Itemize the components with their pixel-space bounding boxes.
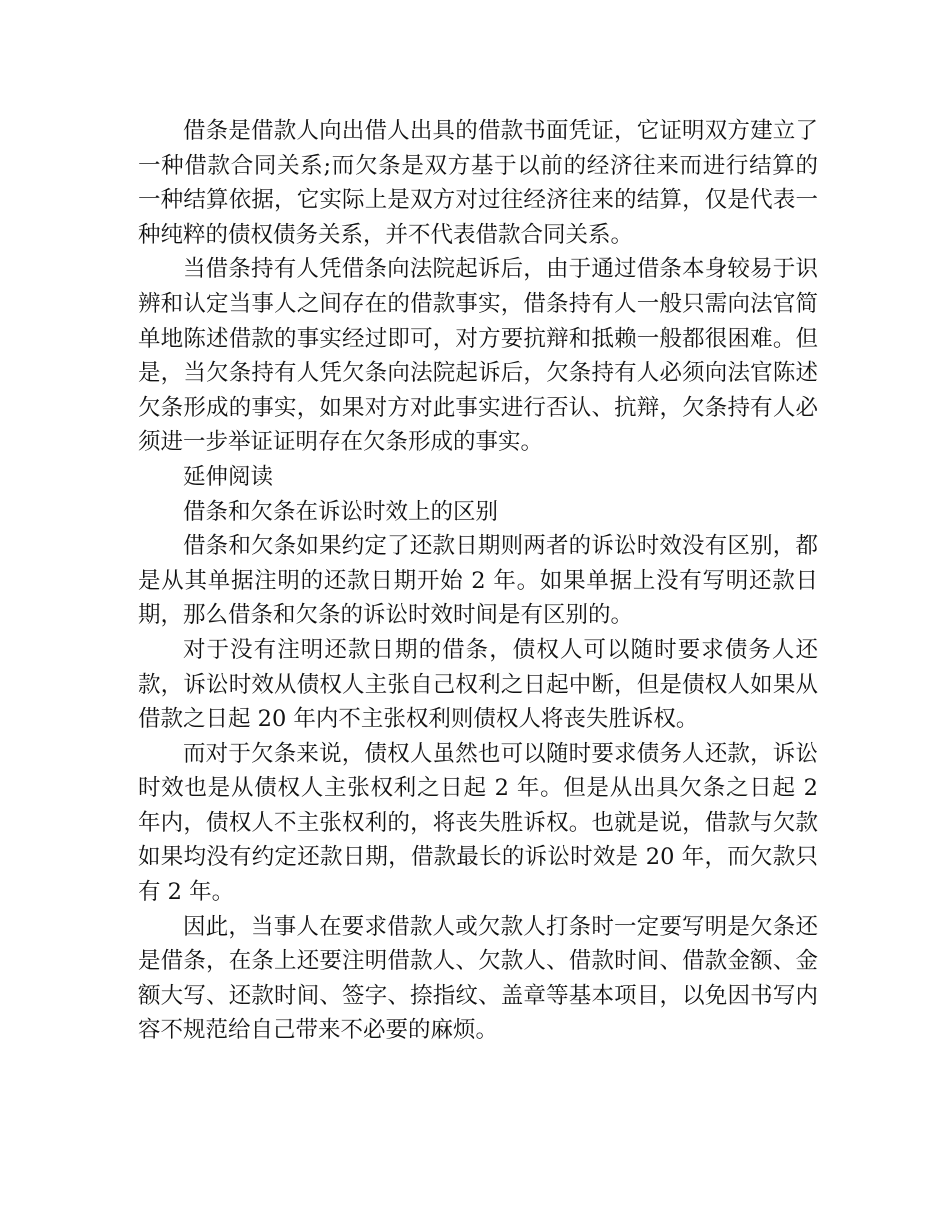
paragraph-advice: 因此，当事人在要求借款人或欠款人打条时一定要写明是欠条还是借条，在条上还要注明借款人、欠款人、借款时间、借款金额、金额大写、还款时间、签字、捺指纹、盖章等基本项目，以免因书写内容不规范给自己带来不必要的麻烦。 [138,913,818,1044]
paragraph-iou-definition: 借条是借款人向出借人出具的借款书面凭证，它证明双方建立了一种借款合同关系;而欠条是双方基于以前的经济往来而进行结算的一种结算依据，它实际上是双方对过往经济往来的结算，仅是代表一种纯粹的债权债务关系，并不代表借款合同关系。 [138,118,818,248]
section-title: 借条和欠条在诉讼时效上的区别 [183,498,499,525]
extended-reading-label: 延伸阅读 [183,463,274,490]
paragraph-no-date-debt-note: 而对于欠条来说，债权人虽然也可以随时要求债务人还款，诉讼时效也是从债权人主张权利之日起 2 年。但是从出具欠条之日起 2 年内，债权人不主张权利的，将丧失胜诉权。也就是说，借款与欠款如果均没有约定还款日期，借款最长的诉讼时效是 20 年，而欠款只有 2 年。 [138,740,818,906]
paragraph-no-date-loan-note: 对于没有注明还款日期的借条，债权人可以随时要求债务人还款，诉讼时效从债权人主张自己权利之日起中断，但是债权人如果从借款之日起 20 年内不主张权利则债权人将丧失胜诉权。 [138,636,818,733]
document-body [138,114,818,1048]
paragraph-litigation-process: 当借条持有人凭借条向法院起诉后，由于通过借条本身较易于识辨和认定当事人之间存在的借款事实，借条持有人一般只需向法官简单地陈述借款的事实经过即可，对方要抗辩和抵赖一般都很困难。但是，当欠条持有人凭欠条向法院起诉后，欠条持有人必须向法官陈述欠条形成的事实，如果对方对此事实进行否认、抗辩，欠条持有人必须进一步举证证明存在欠条形成的事实。 [138,256,818,456]
paragraph-agreed-repayment-date: 借条和欠条如果约定了还款日期则两者的诉讼时效没有区别，都是从其单据注明的还款日期开始 2 年。如果单据上没有写明还款日期，那么借条和欠条的诉讼时效时间是有区别的。 [138,533,818,629]
